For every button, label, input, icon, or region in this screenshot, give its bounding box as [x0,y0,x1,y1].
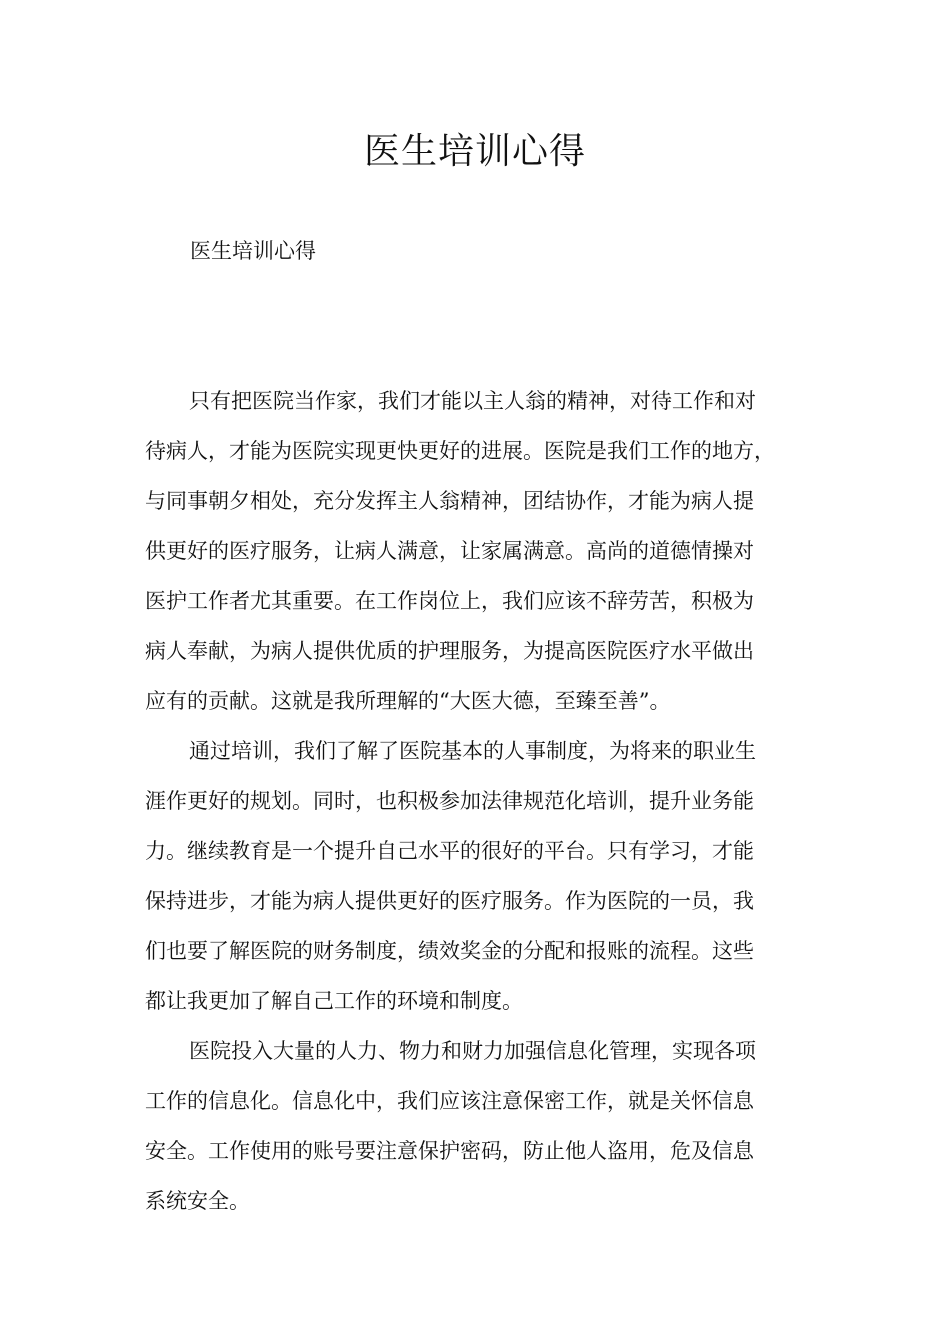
text-line: 保持进步，才能为病人提供更好的医疗服务。作为医院的一员，我 [145,889,754,913]
document-title: 医生培训心得 [363,131,586,172]
text-line: 病人奉献，为病人提供优质的护理服务，为提高医院医疗水平做出 [145,639,754,663]
text-line: 应有的贡献。这就是我所理解的“大医大德，至臻至善”。 [145,689,671,713]
text-line: 力。继续教育是一个提升自己水平的很好的平台。只有学习，才能 [145,839,754,863]
text-line: 们也要了解医院的财务制度，绩效奖金的分配和报账的流程。这些 [145,939,754,963]
paragraph-3 [145,1026,807,1226]
document-subtitle: 医生培训心得 [190,239,316,263]
text-line: 系统安全。 [145,1189,250,1213]
text-line: 涯作更好的规划。同时，也积极参加法律规范化培训，提升业务能 [145,789,754,813]
text-line: 待病人，才能为医院实现更快更好的进展。医院是我们工作的地方， [145,439,775,463]
text-line: 供更好的医疗服务，让病人满意，让家属满意。高尚的道德情操对 [145,539,754,563]
text-line: 通过培训，我们了解了医院基本的人事制度，为将来的职业生 [189,739,756,763]
document-body [145,376,807,1226]
paragraph-1 [145,376,807,726]
text-line: 都让我更加了解自己工作的环境和制度。 [145,989,523,1013]
text-line: 工作的信息化。信息化中，我们应该注意保密工作，就是关怀信息 [145,1089,754,1113]
text-line: 只有把医院当作家，我们才能以主人翁的精神，对待工作和对 [189,389,756,413]
paragraph-2 [145,726,807,1026]
text-line: 医护工作者尤其重要。在工作岗位上，我们应该不辞劳苦，积极为 [145,589,754,613]
text-line: 安全。工作使用的账号要注意保护密码，防止他人盗用，危及信息 [145,1139,754,1163]
text-line: 医院投入大量的人力、物力和财力加强信息化管理，实现各项 [189,1039,756,1063]
text-line: 与同事朝夕相处，充分发挥主人翁精神，团结协作，才能为病人提 [145,489,754,513]
